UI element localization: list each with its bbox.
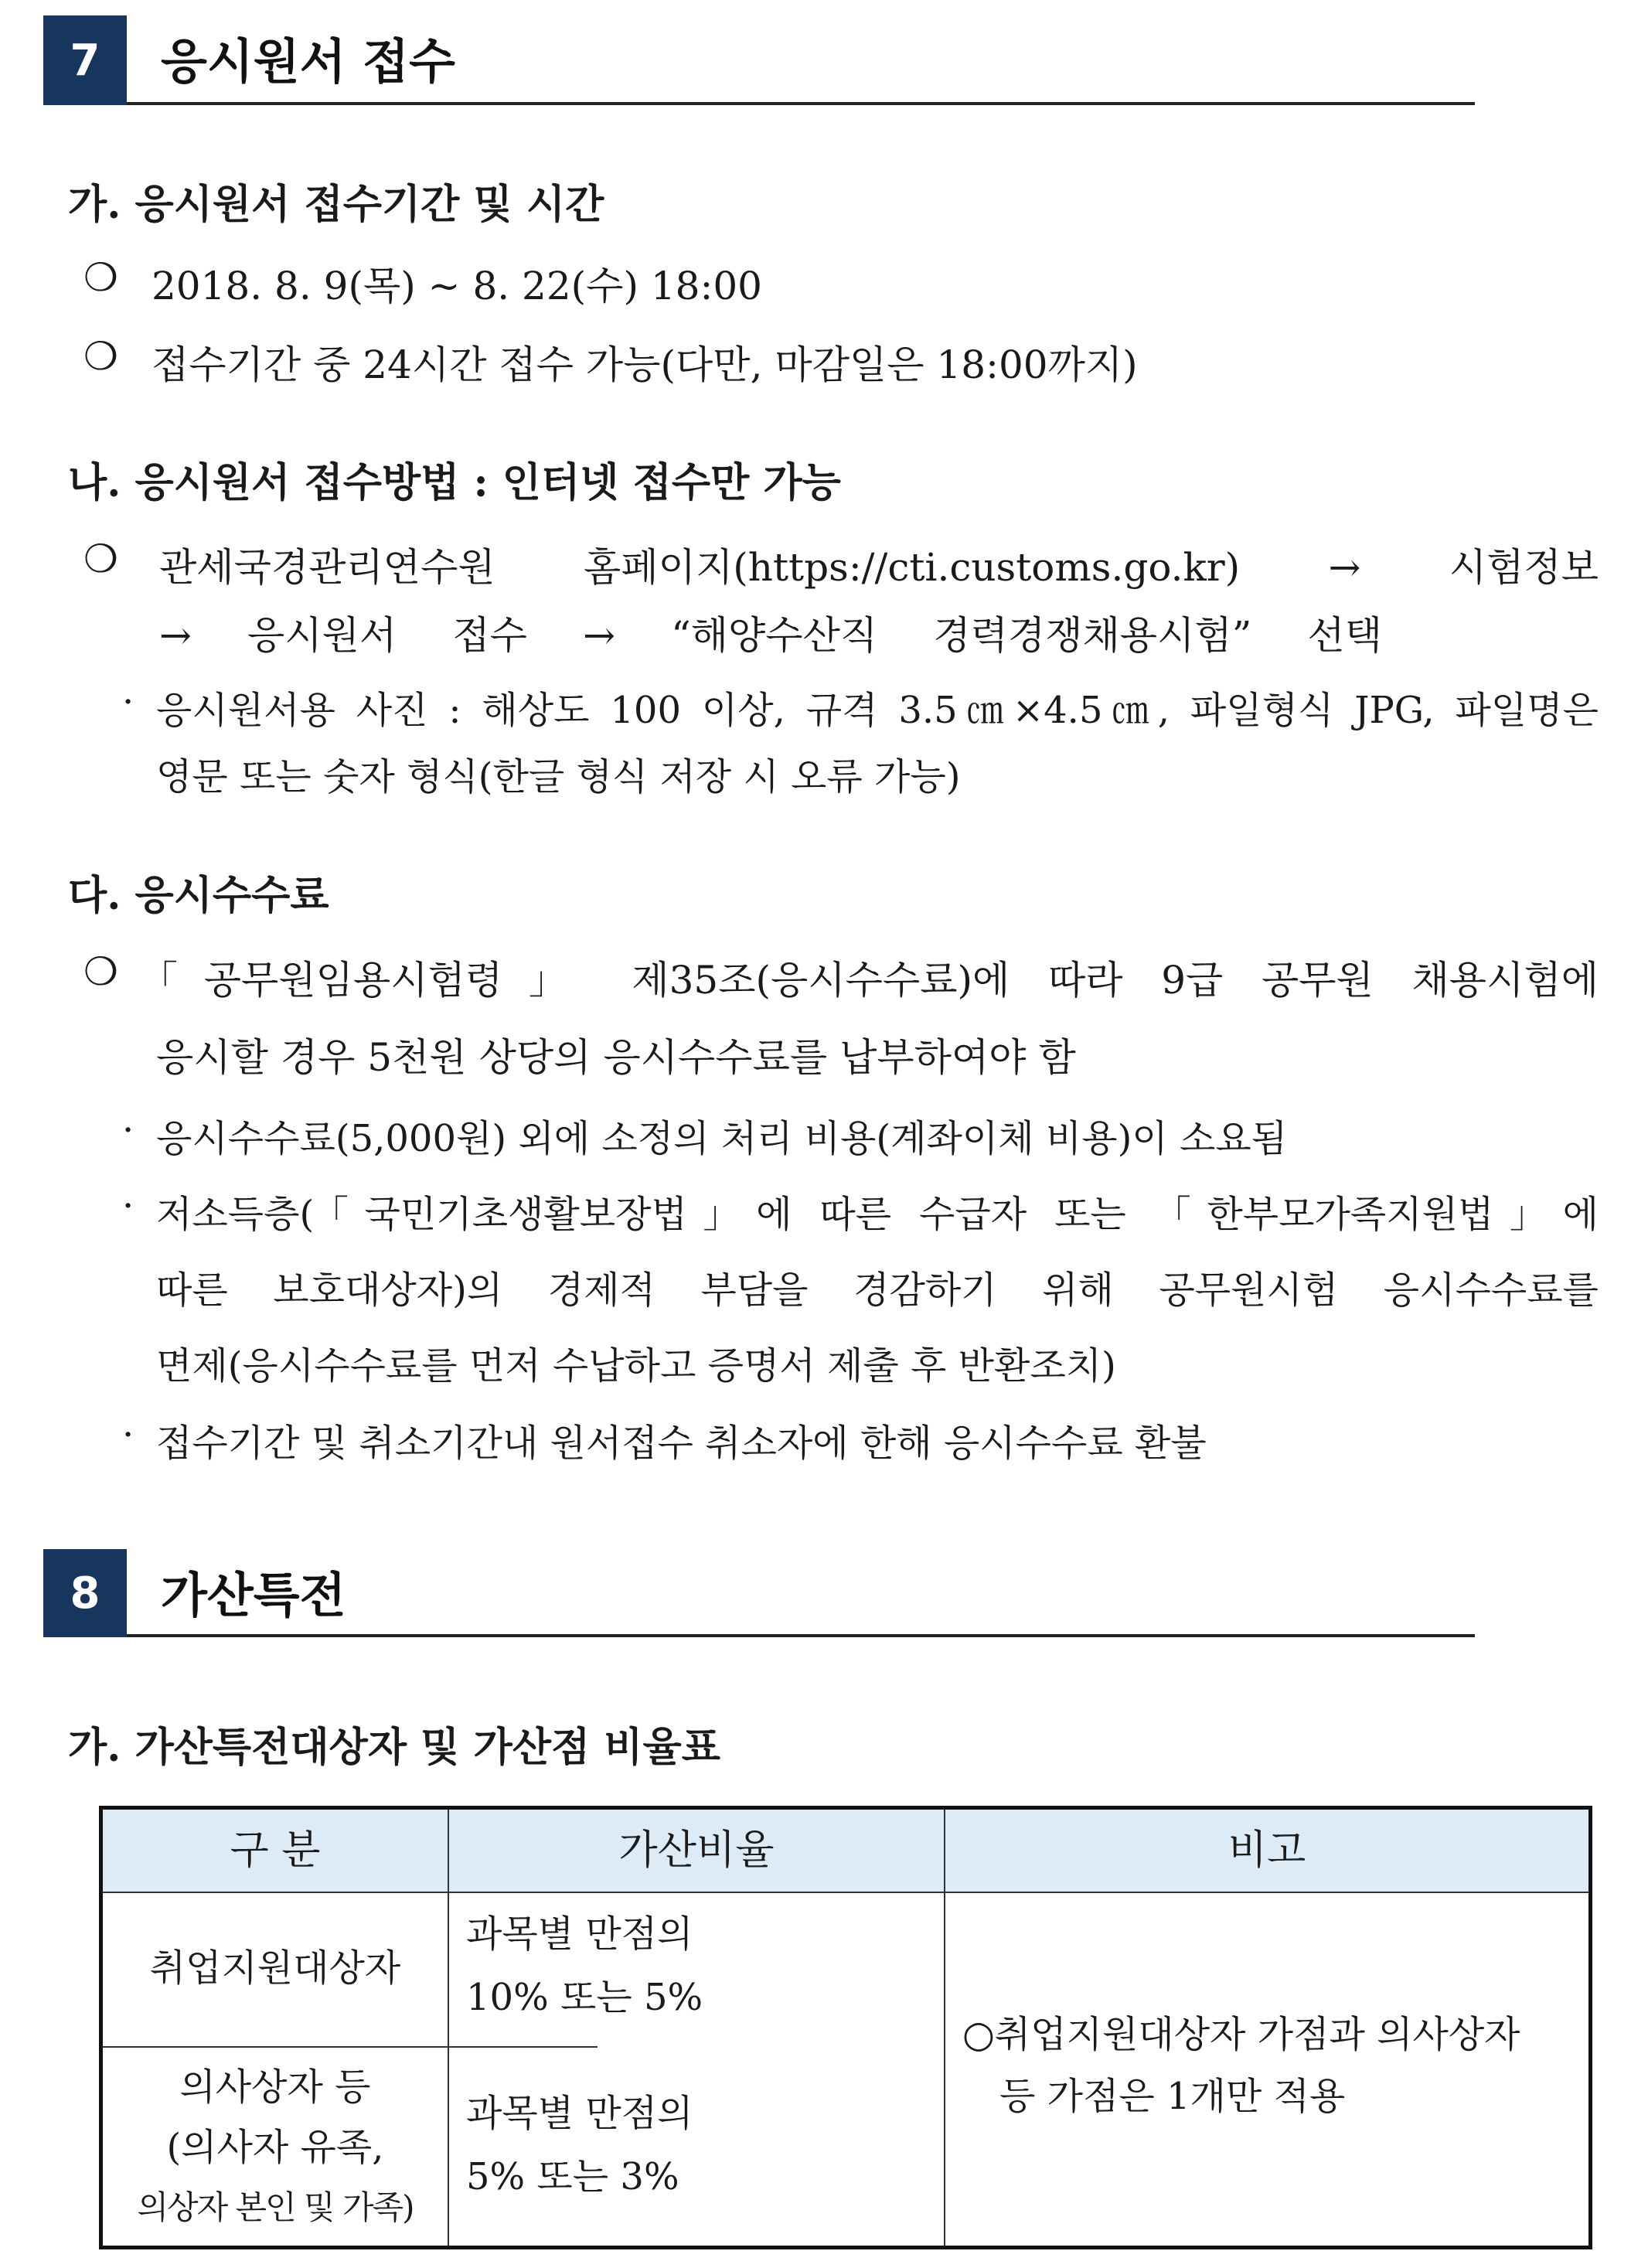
sec7-b-note-line-2: 영문 또는 숫자 형식(한글 형식 저장 시 오류 가능) [156, 755, 961, 799]
row2-category-line-2: (의사자 유족, [166, 2126, 384, 2169]
row2-category-line-3: 의상자 본인 및 가족) [137, 2188, 414, 2226]
sec7-b-item-line-1: 관세국경관리연수원 홈페이지(https://cti.customs.go.kr) → 시험정보 [159, 545, 1599, 590]
table-header-note: 비고 [1227, 1827, 1306, 1874]
row1-category: 취업지원대상자 [149, 1946, 401, 1990]
sec7-c-note-3: 접수기간 및 취소기간내 원서접수 취소자에 한해 응시수수료 환불 [156, 1422, 1207, 1465]
row1-rate-line-2: 10% 또는 5% [466, 1976, 703, 2019]
table-note-line-2: 등 가점은 1개만 적용 [999, 2075, 1346, 2118]
section-8-number: 8 [43, 1549, 127, 1637]
row2-rate-line-2: 5% 또는 3% [466, 2155, 679, 2198]
row2-rate-line-1: 과목별 만점의 [466, 2092, 693, 2135]
row-divider [103, 2046, 598, 2048]
sec7-b-note-line-1: 응시원서용 사진 : 해상도 100 이상, 규격 3.5㎝×4.5㎝, 파일형식 JPG, 파일명은 [156, 689, 1599, 732]
section-7-rule [127, 102, 1475, 105]
circle-bullet-icon: ❍ [83, 536, 118, 581]
row2-category-line-1: 의사상자 등 [179, 2065, 371, 2109]
section-7-title: 응시원서 접수 [161, 33, 455, 90]
sec7-c-title: 다. 응시수수료 [68, 872, 329, 919]
table-header-rate: 가산비율 [618, 1827, 775, 1874]
section-8-rule [127, 1634, 1475, 1637]
table-note-line-1: ○취업지원대상자 가점과 의사상자 [962, 2013, 1520, 2056]
sec7-c-item-line-1: 「공무원임용시험령」 제35조(응시수수료)에 따라 9급 공무원 채용시험에 [139, 958, 1599, 1003]
sec8-a-title: 가. 가산특전대상자 및 가산점 비율표 [68, 1724, 720, 1771]
dot-bullet-icon: · [122, 1413, 134, 1456]
dot-bullet-icon: · [122, 680, 134, 724]
sec7-c-item-line-2: 응시할 경우 5천원 상당의 응시수수료를 납부하여야 함 [156, 1035, 1076, 1080]
sec7-b-title: 나. 응시원서 접수방법 : 인터넷 접수만 가능 [68, 459, 841, 506]
row1-rate-line-1: 과목별 만점의 [466, 1912, 693, 1956]
sec7-c-note-2-line-3: 면제(응시수수료를 먼저 수납하고 증명서 제출 후 반환조치) [156, 1344, 1116, 1388]
header-divider [103, 1892, 1588, 1893]
sec7-c-note-2-line-2: 따른 보호대상자)의 경제적 부담을 경감하기 위해 공무원시험 응시수수료를 [156, 1269, 1599, 1312]
sec7-a-title: 가. 응시원서 접수기간 및 시간 [68, 181, 604, 228]
sec7-a-item-2: 접수기간 중 24시간 접수 가능(다만, 마감일은 18:00까지) [152, 342, 1138, 387]
table-header-category: 구 분 [230, 1827, 321, 1874]
section-8-title: 가산특전 [161, 1567, 346, 1623]
circle-bullet-icon: ❍ [83, 949, 118, 994]
sec7-a-item-1: 2018. 8. 9(목) ~ 8. 22(수) 18:00 [152, 264, 762, 308]
circle-bullet-icon: ❍ [83, 334, 118, 379]
dot-bullet-icon: · [122, 1184, 134, 1228]
sec7-c-note-2-line-1: 저소득층(「국민기초생활보장법」에 따른 수급자 또는 「한부모가족지원법」에 [156, 1193, 1599, 1236]
section-7-number: 7 [43, 15, 127, 105]
circle-bullet-icon: ❍ [83, 255, 118, 300]
sec7-b-item-line-2: → 응시원서 접수 → “해양수산직 경력경쟁채용시험” 선택 [159, 613, 1382, 658]
dot-bullet-icon: · [122, 1108, 134, 1152]
bonus-rate-table [99, 1806, 1592, 2249]
sec7-c-note-1: 응시수수료(5,000원) 외에 소정의 처리 비용(계좌이체 비용)이 소요됨 [156, 1117, 1288, 1160]
